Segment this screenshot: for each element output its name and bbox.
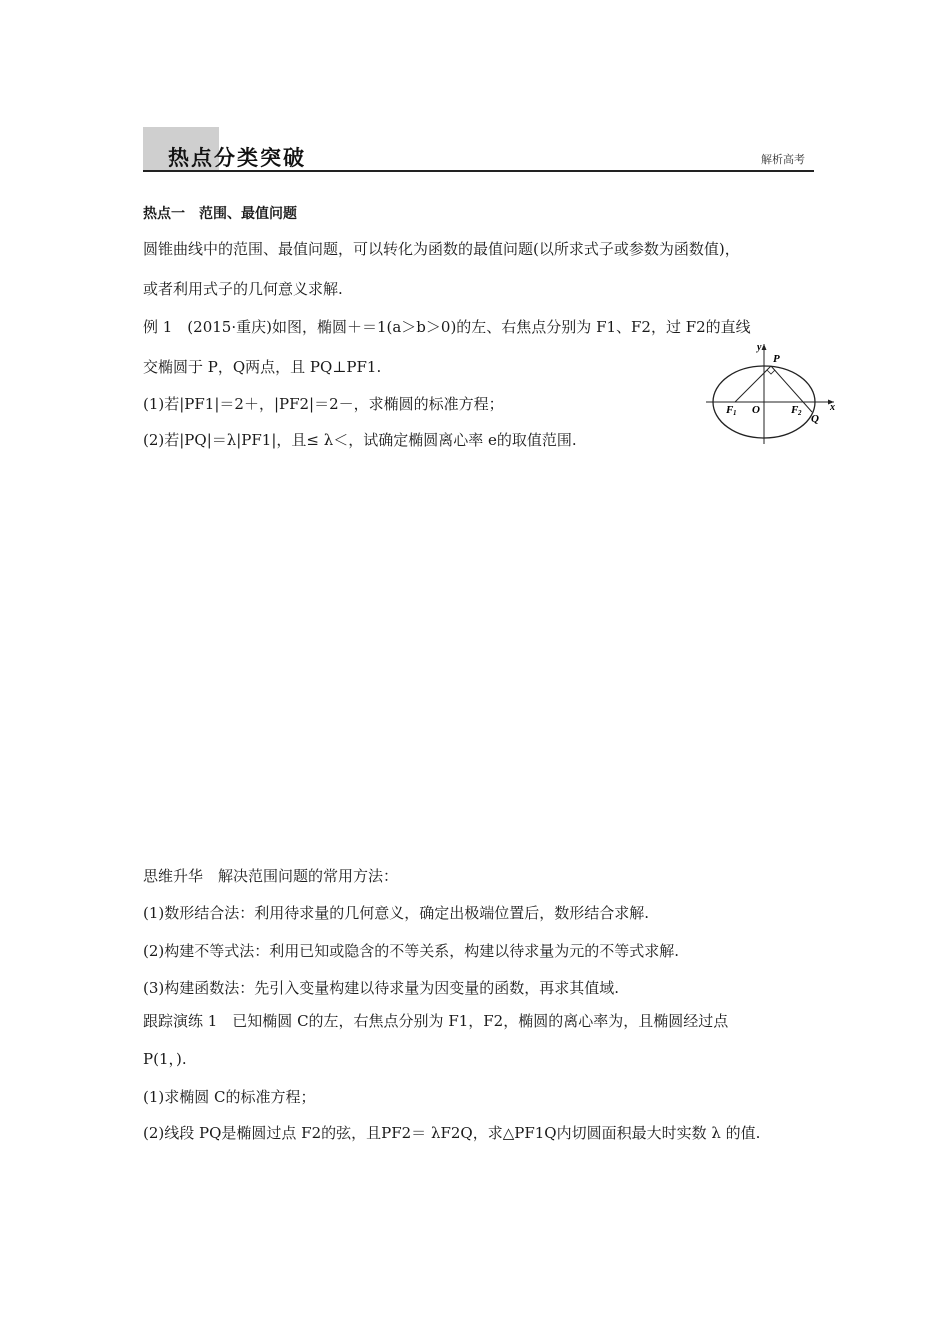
method-3: (3)构建函数法：先引入变量构建以待求量为因变量的函数，再求其值域. <box>143 979 620 997</box>
practice-1-part-2: (2)线段 PQ是椭圆过点 F2的弦，且PF2＝ λF2Q，求△PF1Q内切圆面积最大时实数 λ 的值. <box>143 1124 761 1142</box>
section-title: 热点分类突破 <box>168 146 306 170</box>
method-2: (2)构建不等式法：利用已知或隐含的不等关系，构建以待求量为元的不等式求解. <box>143 942 680 960</box>
y-axis-arrow <box>762 344 767 350</box>
example-1-line-2: 交椭圆于 P，Q两点，且 PQ⊥PF1. <box>143 358 382 376</box>
label-f2-sub: 2 <box>798 409 802 417</box>
example-1-part-2: (2)若|PQ|＝λ|PF1|，且≤ λ＜，试确定椭圆离心率 e的取值范围. <box>143 431 577 449</box>
example-1-part-1: (1)若|PF1|＝2＋，|PF2|＝2－，求椭圆的标准方程； <box>143 395 504 413</box>
practice-1-part-1: (1)求椭圆 C的标准方程； <box>143 1088 316 1106</box>
header-rule <box>143 170 814 172</box>
label-y: y <box>757 342 762 353</box>
label-o: O <box>752 404 760 416</box>
label-x: x <box>830 402 835 413</box>
label-p: P <box>773 353 780 365</box>
intro-line-2: 或者利用式子的几何意义求解. <box>143 280 343 298</box>
header-right-label: 解析高考 <box>761 153 805 166</box>
label-f2: F <box>791 404 799 416</box>
thinking-title: 思维升华 解决范围问题的常用方法： <box>143 867 399 885</box>
example-1-line-1: 例 1 (2015·重庆)如图，椭圆＋＝1(a＞b＞0)的左、右焦点分别为 F1、F2，过 F2的直线 <box>143 318 751 336</box>
practice-1-line-2: P(1，). <box>143 1050 187 1068</box>
method-1: (1)数形结合法：利用待求量的几何意义，确定出极端位置后，数形结合求解. <box>143 904 650 922</box>
intro-line-1: 圆锥曲线中的范围、最值问题，可以转化为函数的最值问题(以所求式子或参数为函数值)， <box>143 240 740 258</box>
label-q: Q <box>811 413 819 425</box>
practice-1-line-1: 跟踪演练 1 已知椭圆 C的左，右焦点分别为 F1，F2，椭圆的离心率为，且椭圆经过点 <box>143 1012 729 1030</box>
right-angle-mark <box>767 370 775 374</box>
hotspot-heading: 热点一 范围、最值问题 <box>143 206 297 222</box>
label-f1: F <box>726 404 734 416</box>
line-pf1 <box>735 366 771 402</box>
label-f1-sub: 1 <box>733 409 737 417</box>
ellipse-figure <box>700 338 840 448</box>
